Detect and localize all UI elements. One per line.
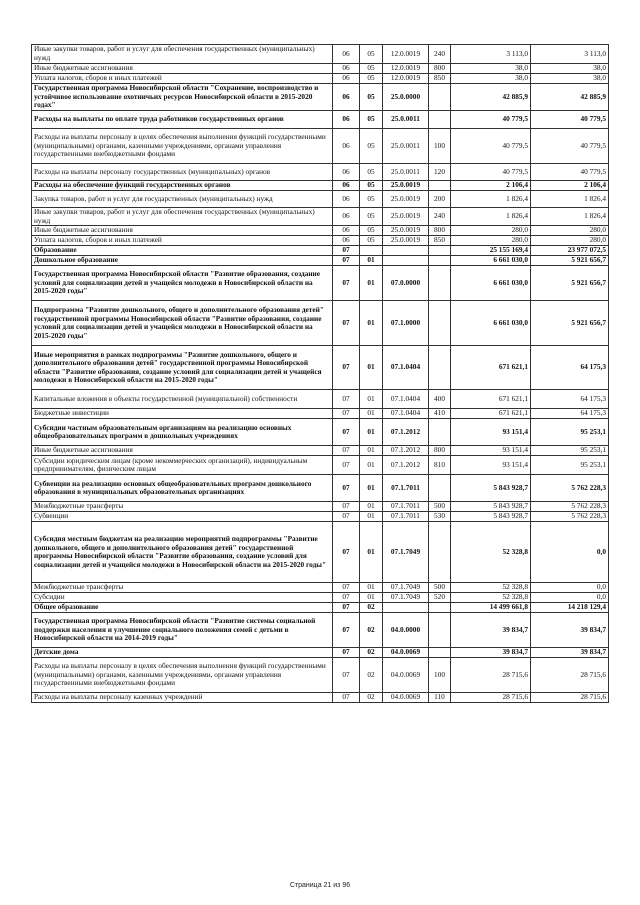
table-row	[32, 658, 609, 693]
row-section: 06	[333, 208, 360, 226]
row-expense-type	[429, 256, 451, 266]
row-section: 06	[333, 129, 360, 164]
row-subsection: 01	[360, 346, 383, 390]
row-amount-1: 52 328,8	[451, 522, 531, 583]
row-amount-1: 39 834,7	[451, 613, 531, 648]
row-target-article: 07.1.0404	[383, 346, 429, 390]
row-expense-type: 100	[429, 129, 451, 164]
row-section: 06	[333, 191, 360, 208]
row-amount-1: 671 621,1	[451, 390, 531, 409]
row-expense-type: 500	[429, 583, 451, 593]
row-target-article: 07.1.0000	[383, 301, 429, 346]
row-amount-1: 5 843 928,7	[451, 502, 531, 512]
row-expense-type	[429, 246, 451, 256]
row-subsection: 05	[360, 111, 383, 129]
row-amount-1: 5 843 928,7	[451, 512, 531, 522]
row-expense-type: 530	[429, 512, 451, 522]
row-section: 07	[333, 593, 360, 603]
row-amount-2: 5 921 656,7	[531, 301, 609, 346]
row-amount-1: 40 779,5	[451, 111, 531, 129]
row-subsection: 01	[360, 456, 383, 475]
row-subsection: 02	[360, 603, 383, 613]
row-amount-2: 0,0	[531, 522, 609, 583]
row-expense-type: 410	[429, 409, 451, 419]
row-expense-type	[429, 522, 451, 583]
row-subsection: 01	[360, 502, 383, 512]
row-target-article: 07.1.0404	[383, 390, 429, 409]
row-amount-1: 2 106,4	[451, 181, 531, 191]
row-expense-type: 800	[429, 226, 451, 236]
row-section: 06	[333, 84, 360, 111]
row-subsection: 05	[360, 164, 383, 181]
row-amount-1: 14 499 661,8	[451, 603, 531, 613]
table-row	[32, 74, 609, 84]
table-row	[32, 226, 609, 236]
row-subsection: 05	[360, 129, 383, 164]
table-row	[32, 475, 609, 502]
row-expense-type	[429, 181, 451, 191]
row-target-article: 12.0.0019	[383, 64, 429, 74]
row-amount-1: 40 779,5	[451, 129, 531, 164]
row-name: Бюджетные инвестиции	[32, 409, 333, 419]
row-amount-2: 5 921 656,7	[531, 256, 609, 266]
table-row	[32, 502, 609, 512]
row-expense-type	[429, 603, 451, 613]
row-section: 07	[333, 446, 360, 456]
table-row	[32, 512, 609, 522]
row-amount-2: 14 218 129,4	[531, 603, 609, 613]
row-target-article	[383, 256, 429, 266]
table-row	[32, 693, 609, 703]
row-name: Субсидии	[32, 593, 333, 603]
row-amount-2: 28 715,6	[531, 658, 609, 693]
row-amount-1: 671 621,1	[451, 346, 531, 390]
row-amount-2: 95 253,1	[531, 446, 609, 456]
row-target-article: 07.1.7011	[383, 512, 429, 522]
row-amount-2: 1 826,4	[531, 191, 609, 208]
row-target-article: 04.0.0069	[383, 693, 429, 703]
row-target-article: 07.1.2012	[383, 419, 429, 446]
row-amount-1: 3 113,0	[451, 45, 531, 64]
row-amount-2: 39 834,7	[531, 613, 609, 648]
row-subsection: 01	[360, 512, 383, 522]
row-amount-1: 25 155 169,4	[451, 246, 531, 256]
row-amount-1: 6 661 030,0	[451, 266, 531, 301]
row-section: 07	[333, 256, 360, 266]
row-amount-2: 280,0	[531, 236, 609, 246]
row-target-article	[383, 603, 429, 613]
row-section: 06	[333, 111, 360, 129]
row-subsection: 01	[360, 475, 383, 502]
row-amount-2: 64 175,3	[531, 390, 609, 409]
row-section: 07	[333, 658, 360, 693]
row-target-article: 07.1.7011	[383, 475, 429, 502]
row-subsection: 01	[360, 583, 383, 593]
row-target-article: 25.0.0019	[383, 236, 429, 246]
table-row	[32, 111, 609, 129]
row-expense-type: 240	[429, 208, 451, 226]
row-name: Иные мероприятия в рамках подпрограммы "Развитие дошкольного, общего и дополнительного образования детей" государственной программы Новосибирской области "Развитие образования, создание условий для социализации детей и учащейся молодежи в Новосибирской области на 2015-2020 годы"	[32, 346, 333, 390]
row-target-article: 25.0.0011	[383, 129, 429, 164]
row-amount-2: 5 762 228,3	[531, 475, 609, 502]
row-amount-1: 5 843 928,7	[451, 475, 531, 502]
row-section: 07	[333, 583, 360, 593]
row-name: Субсидии частным образовательным организациям на реализацию основных общеобразовательных программ в дошкольных учреждениях	[32, 419, 333, 446]
row-section: 07	[333, 648, 360, 658]
row-target-article: 07.1.7049	[383, 593, 429, 603]
row-name: Уплата налогов, сборов и иных платежей	[32, 236, 333, 246]
row-subsection: 05	[360, 191, 383, 208]
row-subsection: 02	[360, 648, 383, 658]
table-row	[32, 446, 609, 456]
row-name: Закупка товаров, работ и услуг для государственных (муниципальных) нужд	[32, 191, 333, 208]
row-name: Образование	[32, 246, 333, 256]
table-row	[32, 236, 609, 246]
row-name: Субсидии юридическим лицам (кроме некоммерческих организаций), индивидуальным предпринимателям, физическим лицам	[32, 456, 333, 475]
row-section: 07	[333, 522, 360, 583]
row-name: Общее образование	[32, 603, 333, 613]
row-subsection: 05	[360, 236, 383, 246]
row-section: 06	[333, 226, 360, 236]
row-target-article: 07.1.7049	[383, 583, 429, 593]
row-subsection: 05	[360, 226, 383, 236]
table-row	[32, 256, 609, 266]
row-expense-type: 110	[429, 693, 451, 703]
table-row	[32, 613, 609, 648]
row-expense-type	[429, 648, 451, 658]
row-name: Межбюджетные трансферты	[32, 583, 333, 593]
row-subsection: 01	[360, 522, 383, 583]
row-expense-type: 800	[429, 446, 451, 456]
table-row	[32, 84, 609, 111]
row-target-article: 04.0.0000	[383, 613, 429, 648]
row-amount-2: 280,0	[531, 226, 609, 236]
row-expense-type: 240	[429, 45, 451, 64]
row-expense-type	[429, 613, 451, 648]
row-amount-1: 93 151,4	[451, 446, 531, 456]
row-target-article: 04.0.0069	[383, 658, 429, 693]
row-section: 07	[333, 603, 360, 613]
row-amount-2: 5 762 228,3	[531, 502, 609, 512]
row-subsection: 01	[360, 409, 383, 419]
row-subsection: 01	[360, 446, 383, 456]
row-amount-1: 93 151,4	[451, 456, 531, 475]
row-section: 07	[333, 502, 360, 512]
row-amount-1: 6 661 030,0	[451, 256, 531, 266]
row-target-article: 07.0.0000	[383, 266, 429, 301]
row-amount-2: 40 779,5	[531, 111, 609, 129]
row-amount-2: 0,0	[531, 593, 609, 603]
row-expense-type	[429, 84, 451, 111]
row-expense-type	[429, 301, 451, 346]
row-expense-type	[429, 475, 451, 502]
table-row	[32, 129, 609, 164]
row-subsection: 01	[360, 419, 383, 446]
table-row	[32, 522, 609, 583]
row-section: 07	[333, 301, 360, 346]
row-target-article: 07.1.7011	[383, 502, 429, 512]
row-amount-2: 23 977 072,5	[531, 246, 609, 256]
row-name: Субсидия местным бюджетам на реализацию мероприятий подпрограммы "Развитие дошкольного, общего и дополнительного образования детей" государственной программы Новосибирской области "Развитие образования, создание условий для социализации детей и учащейся молодежи в Новосибирской области на 2015-2020 годы"	[32, 522, 333, 583]
row-amount-2: 5 762 228,3	[531, 512, 609, 522]
table-row	[32, 603, 609, 613]
row-section: 07	[333, 693, 360, 703]
row-name: Иные закупки товаров, работ и услуг для обеспечения государственных (муниципальных) нужд	[32, 45, 333, 64]
row-subsection: 01	[360, 256, 383, 266]
row-amount-2: 38,0	[531, 74, 609, 84]
table-row	[32, 191, 609, 208]
table-row	[32, 419, 609, 446]
row-subsection: 01	[360, 301, 383, 346]
row-subsection: 05	[360, 84, 383, 111]
row-expense-type: 520	[429, 593, 451, 603]
row-section: 06	[333, 236, 360, 246]
row-amount-1: 671 621,1	[451, 409, 531, 419]
row-subsection: 05	[360, 181, 383, 191]
row-name: Дошкольное образование	[32, 256, 333, 266]
row-amount-2: 95 253,1	[531, 456, 609, 475]
row-section: 07	[333, 409, 360, 419]
row-expense-type	[429, 266, 451, 301]
row-amount-2: 42 885,9	[531, 84, 609, 111]
row-target-article: 25.0.0019	[383, 208, 429, 226]
row-name: Расходы на обеспечение функций государственных органов	[32, 181, 333, 191]
row-amount-1: 42 885,9	[451, 84, 531, 111]
table-row	[32, 45, 609, 64]
row-name: Капитальные вложения в объекты государственной (муниципальной) собственности	[32, 390, 333, 409]
row-name: Расходы на выплаты персоналу в целях обеспечения выполнения функций государственными (муниципальными) органами, казенными учреждениями, органами управления государственными внебюджетными фондами	[32, 129, 333, 164]
table-row	[32, 266, 609, 301]
row-subsection: 02	[360, 613, 383, 648]
row-amount-1: 38,0	[451, 64, 531, 74]
row-amount-2: 0,0	[531, 583, 609, 593]
row-amount-2: 28 715,6	[531, 693, 609, 703]
row-expense-type: 850	[429, 236, 451, 246]
row-name: Уплата налогов, сборов и иных платежей	[32, 74, 333, 84]
row-expense-type: 500	[429, 502, 451, 512]
table-row	[32, 409, 609, 419]
row-subsection: 01	[360, 266, 383, 301]
row-expense-type	[429, 419, 451, 446]
table-row	[32, 648, 609, 658]
row-amount-1: 28 715,6	[451, 658, 531, 693]
row-expense-type	[429, 346, 451, 390]
row-section: 06	[333, 181, 360, 191]
table-row	[32, 246, 609, 256]
row-name: Подпрограмма "Развитие дошкольного, общего и дополнительного образования детей" государственной программы Новосибирской области "Развитие образования, создание условий для социализации детей и учащейся молодежи в Новосибирской области на 2015-2020 годы"	[32, 301, 333, 346]
table-row	[32, 208, 609, 226]
row-target-article: 07.1.7049	[383, 522, 429, 583]
row-target-article: 07.1.2012	[383, 446, 429, 456]
table-row	[32, 164, 609, 181]
row-name: Субвенции на реализацию основных общеобразовательных программ дошкольного образования в муниципальных образовательных организациях	[32, 475, 333, 502]
row-amount-1: 52 328,8	[451, 593, 531, 603]
row-section: 07	[333, 390, 360, 409]
row-target-article: 25.0.0019	[383, 226, 429, 236]
row-subsection: 05	[360, 64, 383, 74]
table-row	[32, 456, 609, 475]
table-row	[32, 593, 609, 603]
row-target-article: 07.1.0404	[383, 409, 429, 419]
row-amount-2: 40 779,5	[531, 129, 609, 164]
page-number: Страница 21 из 96	[289, 882, 351, 889]
row-section: 06	[333, 64, 360, 74]
row-amount-1: 39 834,7	[451, 648, 531, 658]
row-section: 06	[333, 74, 360, 84]
row-name: Расходы на выплаты персоналу государственных (муниципальных) органов	[32, 164, 333, 181]
row-amount-1: 28 715,6	[451, 693, 531, 703]
row-name: Государственная программа Новосибирской области "Развитие системы социальной поддержки населения и улучшение социального положения семей с детьми в Новосибирской области на 2014-2019 годы"	[32, 613, 333, 648]
table-row	[32, 346, 609, 390]
row-expense-type: 850	[429, 74, 451, 84]
row-expense-type: 200	[429, 191, 451, 208]
row-name: Иные бюджетные ассигнования	[32, 446, 333, 456]
row-amount-2: 38,0	[531, 64, 609, 74]
row-expense-type: 100	[429, 658, 451, 693]
row-amount-2: 1 826,4	[531, 208, 609, 226]
row-amount-1: 280,0	[451, 226, 531, 236]
row-amount-2: 64 175,3	[531, 409, 609, 419]
row-expense-type	[429, 111, 451, 129]
row-target-article: 04.0.0069	[383, 648, 429, 658]
row-amount-2: 2 106,4	[531, 181, 609, 191]
row-section: 07	[333, 475, 360, 502]
row-subsection: 01	[360, 390, 383, 409]
row-amount-1: 38,0	[451, 74, 531, 84]
row-amount-1: 280,0	[451, 236, 531, 246]
row-name: Детские дома	[32, 648, 333, 658]
budget-table	[31, 44, 609, 703]
row-target-article: 25.0.0019	[383, 191, 429, 208]
row-subsection: 01	[360, 593, 383, 603]
row-section: 07	[333, 266, 360, 301]
row-amount-2: 39 834,7	[531, 648, 609, 658]
row-subsection	[360, 246, 383, 256]
row-amount-2: 5 921 656,7	[531, 266, 609, 301]
row-target-article: 07.1.2012	[383, 456, 429, 475]
row-amount-2: 3 113,0	[531, 45, 609, 64]
row-name: Субвенции	[32, 512, 333, 522]
table-row	[32, 390, 609, 409]
row-section: 07	[333, 346, 360, 390]
row-target-article: 25.0.0000	[383, 84, 429, 111]
row-amount-2: 40 779,5	[531, 164, 609, 181]
table-row	[32, 64, 609, 74]
row-name: Межбюджетные трансферты	[32, 502, 333, 512]
row-name: Иные закупки товаров, работ и услуг для обеспечения государственных (муниципальных) нужд	[32, 208, 333, 226]
row-section: 07	[333, 419, 360, 446]
row-amount-2: 64 175,3	[531, 346, 609, 390]
row-section: 07	[333, 246, 360, 256]
row-expense-type: 400	[429, 390, 451, 409]
row-subsection: 05	[360, 74, 383, 84]
table-body	[32, 45, 609, 703]
row-name: Государственная программа Новосибирской области "Сохранение, воспроизводство и устойчивое использование охотничьих ресурсов Новосибирской области в 2015-2020 годах"	[32, 84, 333, 111]
page-footer	[0, 882, 640, 889]
table-row	[32, 583, 609, 593]
row-target-article: 25.0.0011	[383, 164, 429, 181]
table-row	[32, 181, 609, 191]
row-subsection: 05	[360, 208, 383, 226]
row-expense-type: 800	[429, 64, 451, 74]
row-target-article: 12.0.0019	[383, 74, 429, 84]
row-expense-type: 120	[429, 164, 451, 181]
row-expense-type: 810	[429, 456, 451, 475]
table-row	[32, 301, 609, 346]
row-subsection: 02	[360, 693, 383, 703]
row-subsection: 02	[360, 658, 383, 693]
row-name: Расходы на выплаты персоналу в целях обеспечения выполнения функций государственными (муниципальными) органами, казенными учреждениями, органами управления государственными внебюджетными фондами	[32, 658, 333, 693]
row-section: 06	[333, 45, 360, 64]
row-amount-1: 1 826,4	[451, 191, 531, 208]
row-amount-1: 93 151,4	[451, 419, 531, 446]
row-target-article: 12.0.0019	[383, 45, 429, 64]
row-name: Иные бюджетные ассигнования	[32, 64, 333, 74]
row-amount-2: 95 253,1	[531, 419, 609, 446]
row-section: 07	[333, 512, 360, 522]
row-name: Иные бюджетные ассигнования	[32, 226, 333, 236]
row-section: 06	[333, 164, 360, 181]
row-section: 07	[333, 613, 360, 648]
row-subsection: 05	[360, 45, 383, 64]
row-name: Расходы на выплаты персоналу казенных учреждений	[32, 693, 333, 703]
row-section: 07	[333, 456, 360, 475]
row-target-article	[383, 246, 429, 256]
row-target-article: 25.0.0019	[383, 181, 429, 191]
row-amount-1: 40 779,5	[451, 164, 531, 181]
row-name: Расходы на выплаты по оплате труда работников государственных органов	[32, 111, 333, 129]
row-amount-1: 6 661 030,0	[451, 301, 531, 346]
row-amount-1: 1 826,4	[451, 208, 531, 226]
row-target-article: 25.0.0011	[383, 111, 429, 129]
row-name: Государственная программа Новосибирской области "Развитие образования, создание условий для социализации детей и учащейся молодежи в Новосибирской области на 2015-2020 годы"	[32, 266, 333, 301]
row-amount-1: 52 328,8	[451, 583, 531, 593]
